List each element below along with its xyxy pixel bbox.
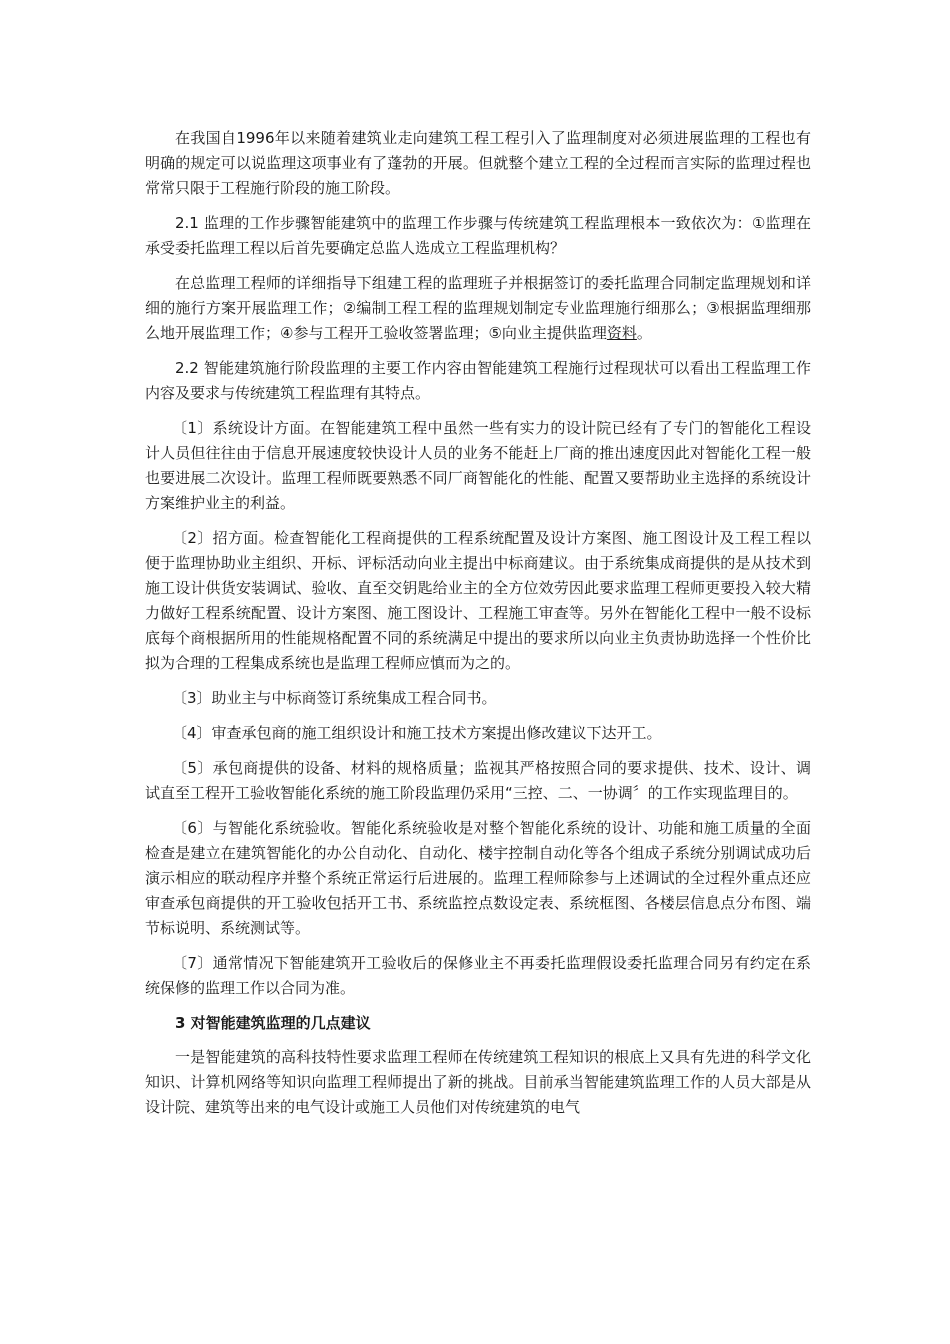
paragraph-item-5: 〔5〕承包商提供的设备、材料的规格质量；监视其严格按照合同的要求提供、技术、设计、调试直至工程开工验收智能化系统的施工阶段监理仍采用“三控、二、一协调〞的工作实现监理目的。	[145, 759, 811, 802]
document-page	[145, 126, 811, 1130]
paragraph-item-2: 〔2〕招方面。检查智能化工程商提供的工程系统配置及设计方案图、施工图设计及工程工程以便于监理协助业主组织、开标、评标活动向业主提出中标商建议。由于系统集成商提供的是从技术到施工设计供货安装调试、验收、直至交钥匙给业主的全方位效劳因此要求监理工程师更要投入较大精力做好工程系统配置、设计方案图、施工图设计、工程施工审查等。另外在智能化工程中一般不设标底每个商根据所用的性能规格配置不同的系统满足中提出的要求所以向业主负责协助选择一个性价比拟为合理的工程集成系统也是监理工程师应慎而为之的。	[145, 529, 811, 672]
paragraph-item-4: 〔4〕审查承包商的施工组织设计和施工技术方案提出修改建议下达开工。	[172, 724, 662, 742]
paragraph-steps-text: 在总监理工程师的详细指导下组建工程的监理班子并根据签订的委托监理合同制定监理规划和详细的施行方案开展监理工作；②编制工程工程的监理规划制定专业监理施行细那么；③根据监理细那么地开展监理工作；④参与工程开工验收签署监理；⑤向业主提供监理	[145, 274, 811, 342]
paragraph-item-6: 〔6〕与智能化系统验收。智能化系统验收是对整个智能化系统的设计、功能和施工质量的全面检查是建立在建筑智能化的办公自动化、自动化、楼宇控制自动化等各个组成子系统分别调试成功后演示相应的联动程序并整个系统正常运行后进展的。监理工程师除参与上述调试的全过程外重点还应审查承包商提供的开工验收包括开工书、系统监控点数设定表、系统框图、各楼层信息点分布图、端节标说明、系统测试等。	[145, 819, 811, 937]
paragraph-2-1: 2.1 监理的工作步骤智能建筑中的监理工作步骤与传统建筑工程监理根本一致依次为：①监理在承受委托监理工程以后首先要确定总监人选成立工程监理机构？	[145, 214, 811, 257]
section-heading-3: 3 对智能建筑监理的几点建议	[175, 1014, 371, 1032]
paragraph-item-3: 〔3〕助业主与中标商签订系统集成工程合同书。	[172, 689, 497, 707]
paragraph-steps-end: 。	[636, 324, 652, 342]
paragraph-intro: 在我国自1996年以来随着建筑业走向建筑工程工程引入了监理制度对必须进展监理的工程也有明确的规定可以说监理这项事业有了蓬勃的开展。但就整个建立工程的全过程而言实际的监理过程也常常只限于工程施行阶段的施工阶段。	[145, 129, 811, 197]
paragraph-item-7: 〔7〕通常情况下智能建筑开工验收后的保修业主不再委托监理假设委托监理合同另有约定在系统保修的监理工作以合同为准。	[145, 954, 811, 997]
materials-link[interactable]: 资料	[606, 324, 637, 342]
paragraph-suggestion-1: 一是智能建筑的高科技特性要求监理工程师在传统建筑工程知识的根底上又具有先进的科学文化知识、计算机网络等知识向监理工程师提出了新的挑战。目前承当智能建筑监理工作的人员大部是从设计院、建筑等出来的电气设计或施工人员他们对传统建筑的电气	[145, 1048, 811, 1116]
paragraph-2-2: 2.2 智能建筑施行阶段监理的主要工作内容由智能建筑工程施行过程现状可以看出工程监理工作内容及要求与传统建筑工程监理有其特点。	[145, 359, 811, 402]
paragraph-item-1: 〔1〕系统设计方面。在智能建筑工程中虽然一些有实力的设计院已经有了专门的智能化工程设计人员但往往由于信息开展速度较快设计人员的业务不能赶上厂商的推出速度因此对智能化工程一般也要进展二次设计。监理工程师既要熟悉不同厂商智能化的性能、配置又要帮助业主选择的系统设计方案维护业主的利益。	[145, 419, 811, 512]
paragraph-steps	[145, 271, 811, 346]
